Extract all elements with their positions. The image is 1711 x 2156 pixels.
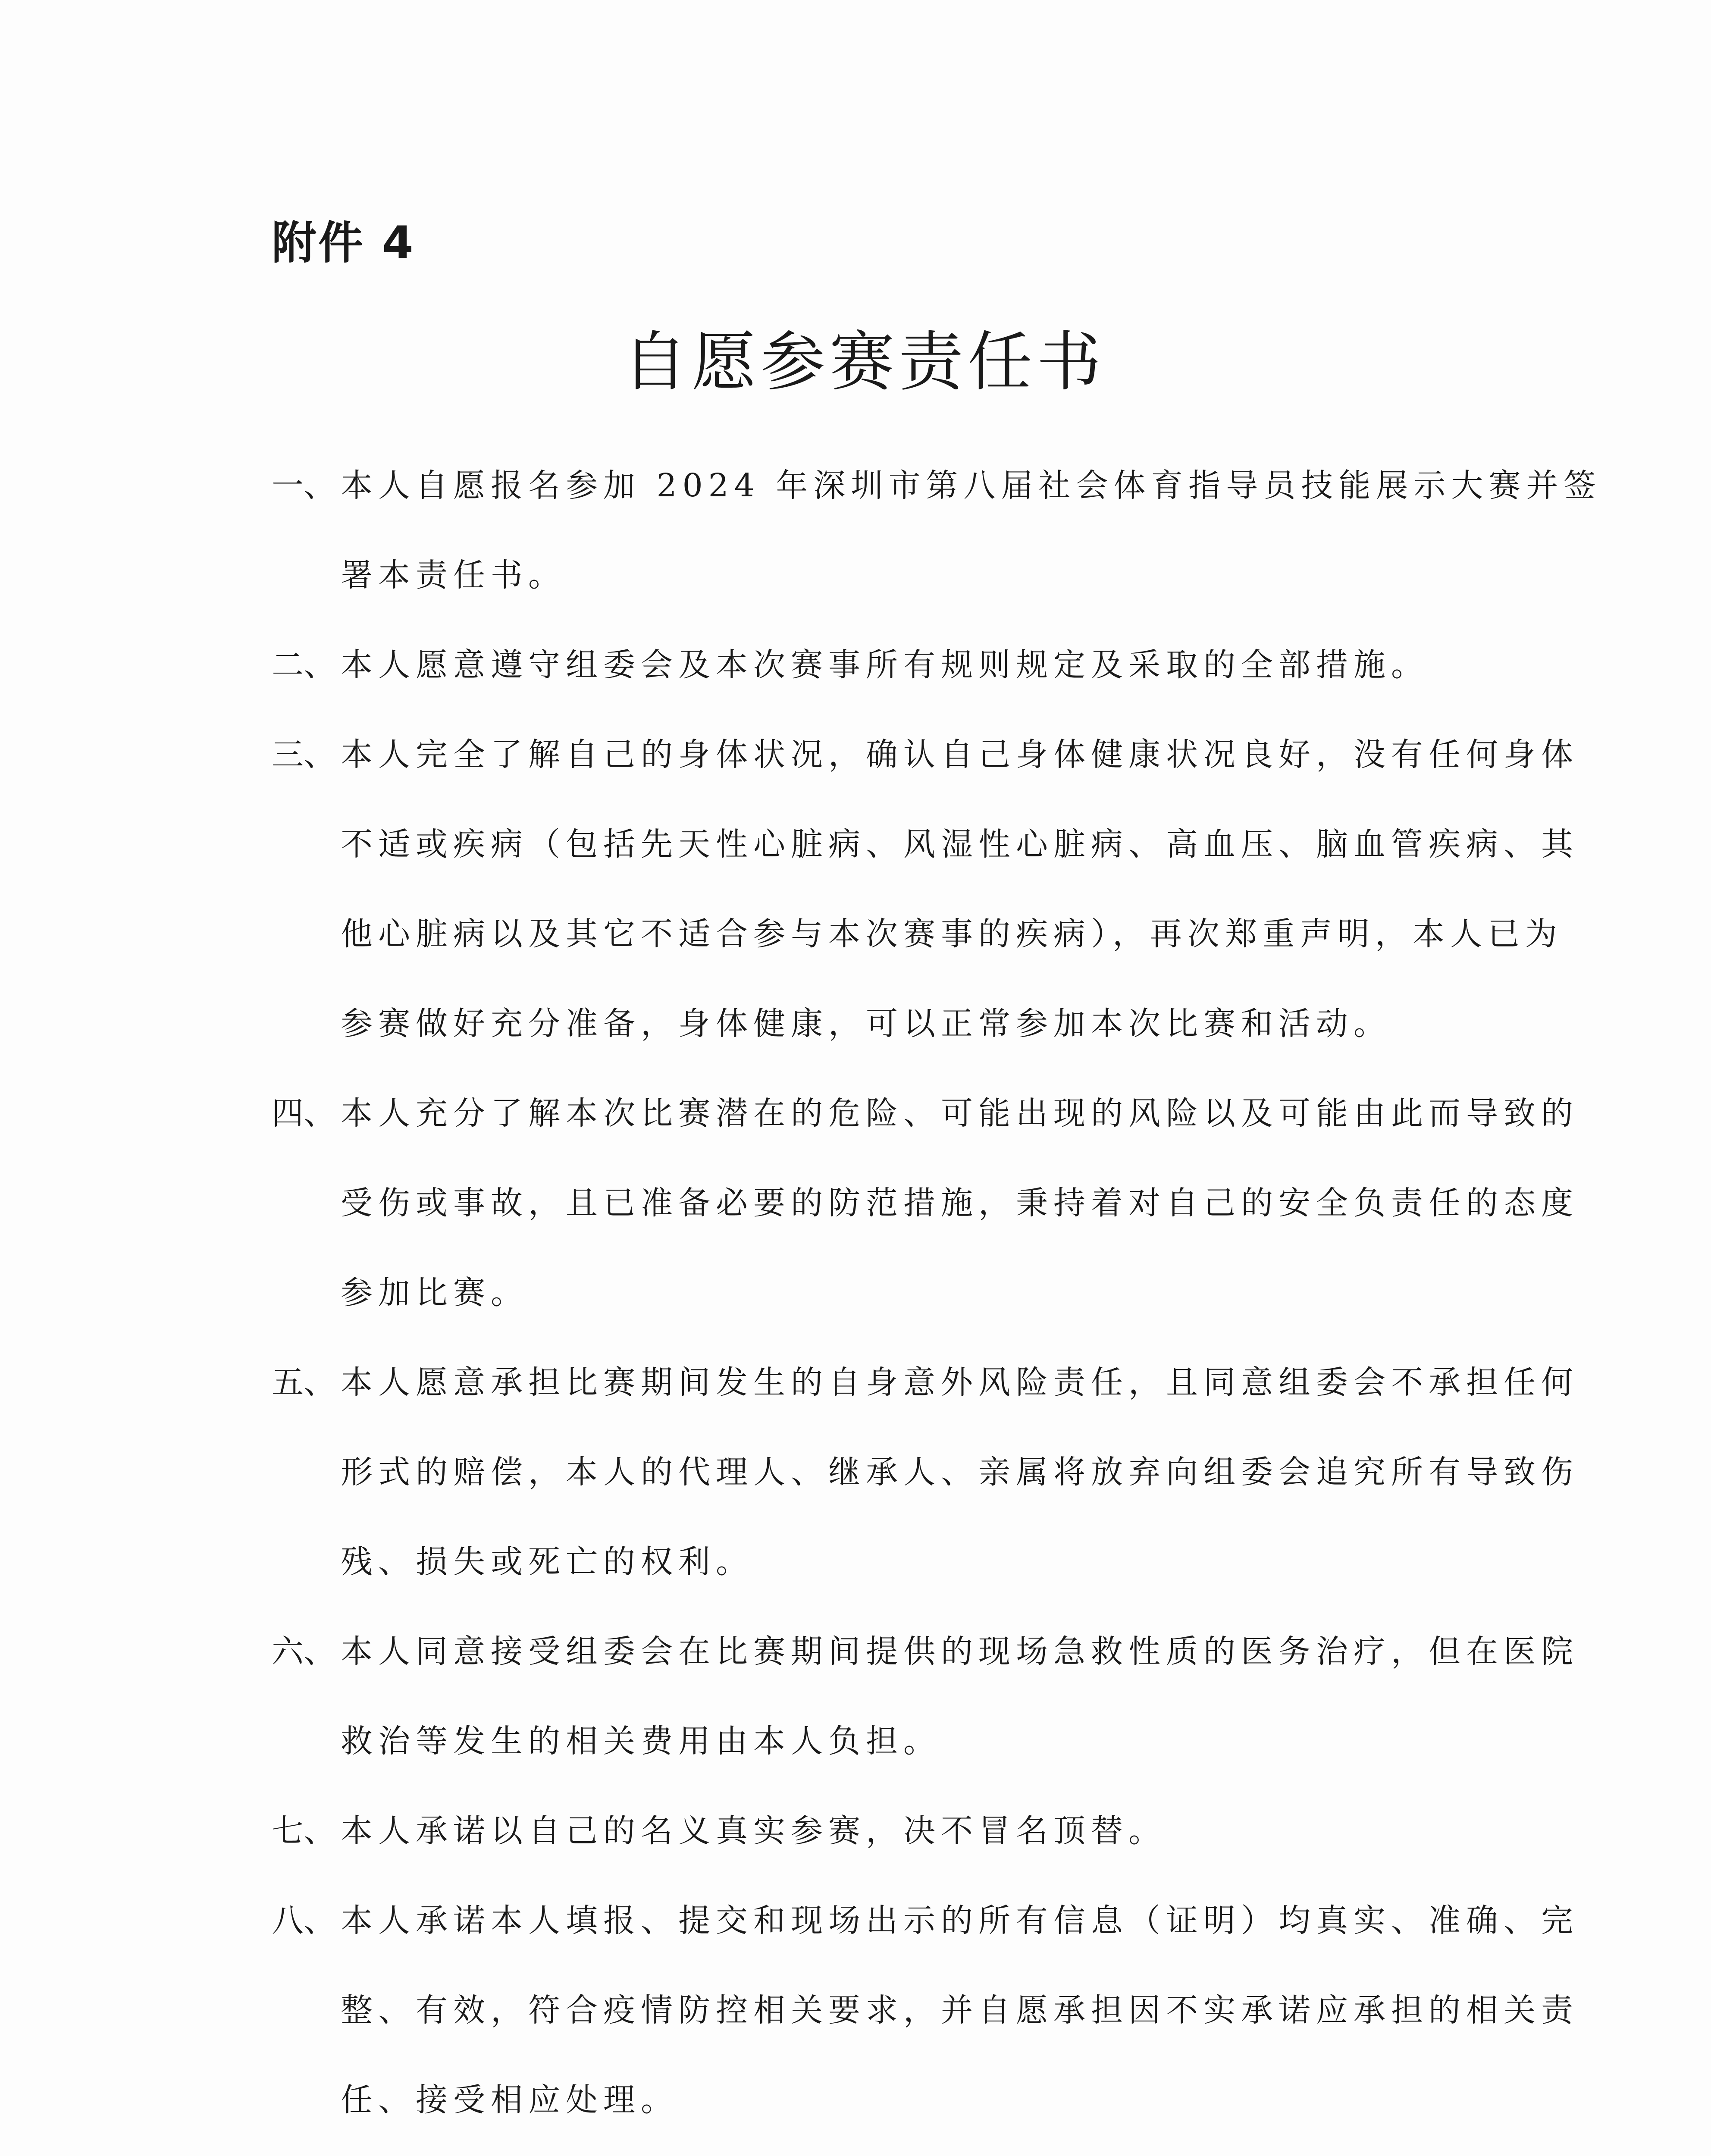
clause-text: 本人愿意承担比赛期间发生的自身意外风险责任，且同意组委会不承担任何	[341, 1364, 1579, 1401]
clause-line	[272, 1069, 1579, 1158]
clause-number: 八、	[272, 1902, 335, 1939]
document-body	[272, 441, 1601, 2145]
clause-6	[272, 1607, 1579, 1786]
clause-number: 一、	[272, 467, 335, 504]
clause-text: 本人充分了解本次比赛潜在的危险、可能出现的风险以及可能由此而导致的	[341, 1095, 1579, 1132]
clause-line: 受伤或事故，且已准备必要的防范措施，秉持着对自己的安全负责任的态度	[341, 1185, 1579, 1222]
clause-number: 六、	[272, 1633, 335, 1670]
clause-3	[272, 710, 1579, 1069]
clause-number: 四、	[272, 1095, 335, 1132]
clause-5	[272, 1338, 1579, 1607]
clause-4	[272, 1069, 1579, 1338]
clause-text: 本人愿意遵守组委会及本次赛事所有规则规定及采取的全部措施。	[341, 646, 1429, 683]
clause-8	[272, 1876, 1579, 2145]
clause-line	[272, 441, 1601, 530]
attachment-label: 附件 4	[272, 216, 415, 269]
clause-number: 三、	[272, 736, 335, 773]
clause-2	[272, 620, 1483, 710]
clause-line	[272, 1786, 1483, 1876]
clause-line: 他心脏病以及其它不适合参与本次赛事的疾病），再次郑重声明，本人已为	[341, 915, 1563, 953]
clause-line: 残、损失或死亡的权利。	[341, 1543, 753, 1580]
clause-line	[272, 1876, 1579, 1965]
clause-line: 署本责任书。	[341, 557, 566, 594]
clause-line: 形式的赔偿，本人的代理人、继承人、亲属将放弃向组委会追究所有导致伤	[341, 1454, 1579, 1491]
clause-7	[272, 1786, 1483, 1876]
clause-line	[272, 1338, 1579, 1427]
clause-number: 七、	[272, 1812, 335, 1849]
clause-line: 任、接受相应处理。	[341, 2081, 678, 2118]
clause-text: 本人自愿报名参加 2024 年深圳市第八届社会体育指导员技能展示大赛并签	[341, 467, 1601, 504]
clause-number: 五、	[272, 1364, 335, 1401]
clause-line: 整、有效，符合疫情防控相关要求，并自愿承担因不实承诺应承担的相关责	[341, 1992, 1579, 2029]
clause-number: 二、	[272, 646, 335, 683]
document-title: 自愿参赛责任书	[622, 325, 1106, 400]
clause-text: 本人承诺本人填报、提交和现场出示的所有信息（证明）均真实、准确、完	[341, 1902, 1579, 1939]
clause-text: 本人同意接受组委会在比赛期间提供的现场急救性质的医务治疗，但在医院	[341, 1633, 1579, 1670]
clause-line: 救治等发生的相关费用由本人负担。	[341, 1723, 941, 1760]
clause-text: 本人承诺以自己的名义真实参赛，决不冒名顶替。	[341, 1812, 1166, 1849]
clause-1	[272, 441, 1601, 620]
clause-line	[272, 1607, 1579, 1696]
clause-line: 参赛做好充分准备，身体健康，可以正常参加本次比赛和活动。	[341, 1005, 1391, 1042]
clause-line	[272, 620, 1483, 710]
clause-line: 不适或疾病（包括先天性心脏病、风湿性心脏病、高血压、脑血管疾病、其	[341, 826, 1579, 863]
clause-text: 本人完全了解自己的身体状况，确认自己身体健康状况良好，没有任何身体	[341, 736, 1579, 773]
clause-line: 参加比赛。	[341, 1274, 528, 1311]
clause-line	[272, 710, 1579, 799]
